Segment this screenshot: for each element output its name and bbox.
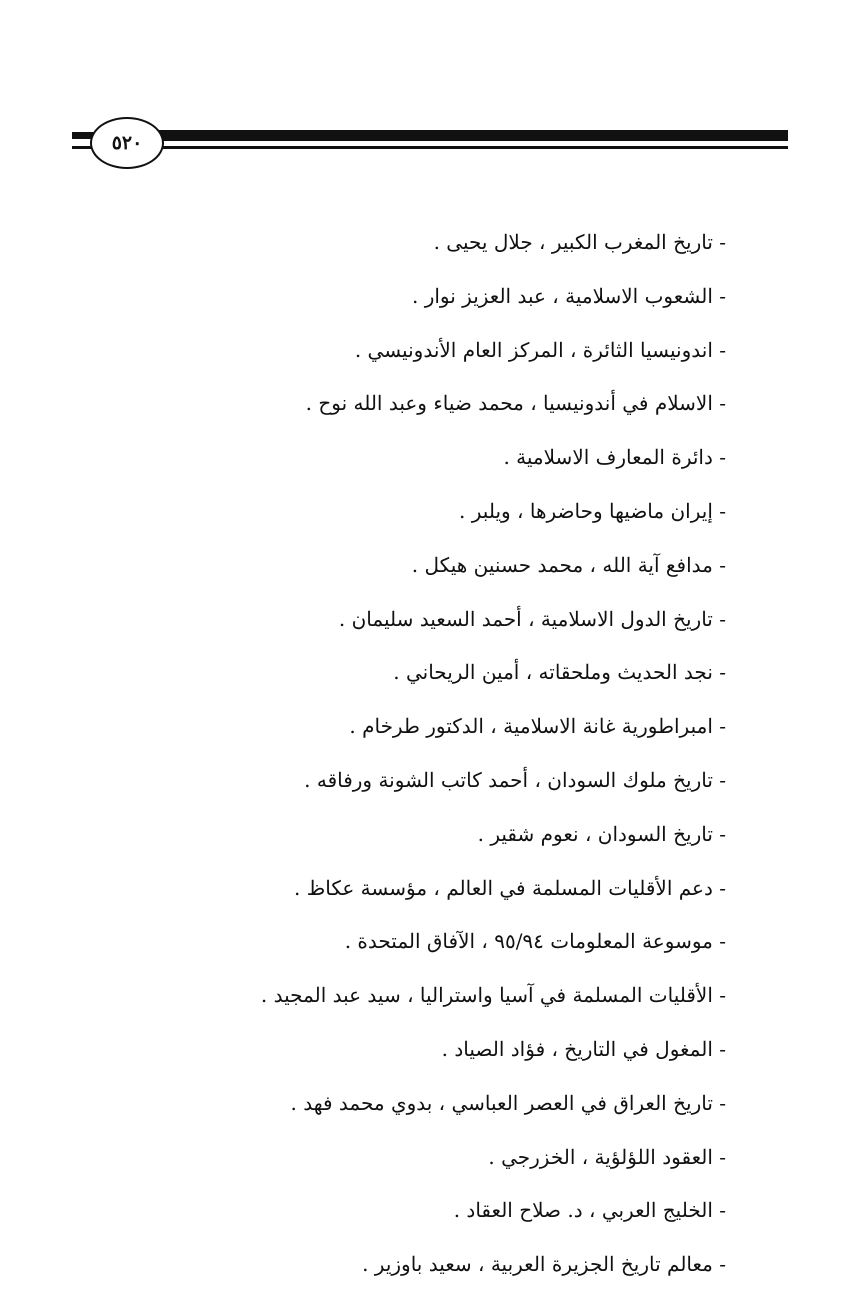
reference-item: - الاسلام في أندونيسيا ، محمد ضياء وعبد الله نوح . bbox=[305, 391, 726, 416]
reference-item: - تاريخ السودان ، نعوم شقير . bbox=[477, 821, 726, 846]
reference-item: - معالم تاريخ الجزيرة العربية ، سعيد باوزير . bbox=[362, 1252, 726, 1277]
reference-item: - دعم الأقليات المسلمة في العالم ، مؤسسة عكاظ . bbox=[294, 875, 726, 900]
reference-item: - نجد الحديث وملحقاته ، أمين الريحاني . bbox=[393, 660, 726, 685]
reference-item: - الخليج العربي ، د. صلاح العقاد . bbox=[453, 1198, 726, 1223]
reference-item: - تاريخ المغرب الكبير ، جلال يحيى . bbox=[433, 230, 726, 254]
reference-item: - العقود اللؤلؤية ، الخزرجي . bbox=[488, 1144, 726, 1169]
reference-item: - موسوعة المعلومات ٩٥/٩٤ ، الآفاق المتحدة . bbox=[344, 929, 726, 954]
reference-item: - المغول في التاريخ ، فؤاد الصياد . bbox=[441, 1036, 726, 1061]
reference-item: - الأقليات المسلمة في آسيا واستراليا ، سيد عبد المجيد . bbox=[260, 983, 726, 1008]
header-rule-thin bbox=[156, 146, 788, 149]
reference-item: - دائرة المعارف الاسلامية . bbox=[503, 445, 726, 470]
reference-item: - تاريخ العراق في العصر العباسي ، بدوي محمد فهد . bbox=[290, 1090, 726, 1115]
reference-item: - تاريخ الدول الاسلامية ، أحمد السعيد سليمان . bbox=[338, 606, 726, 631]
reference-item: - امبراطورية غانة الاسلامية ، الدكتور طرخام . bbox=[349, 714, 726, 739]
reference-item: - إيران ماضيها وحاضرها ، ويلبر . bbox=[459, 498, 726, 523]
reference-item: - مدافع آية الله ، محمد حسنين هيكل . bbox=[411, 552, 726, 577]
page-number: ٥٢٠ bbox=[111, 132, 143, 154]
page-header bbox=[72, 116, 788, 176]
reference-item: - تاريخ ملوك السودان ، أحمد كاتب الشونة ورفاقه . bbox=[304, 767, 726, 792]
reference-item: - اندونيسيا الثائرة ، المركز العام الأندونيسي . bbox=[354, 337, 726, 362]
header-rule-thick bbox=[156, 130, 788, 141]
page-number-oval bbox=[90, 117, 164, 169]
reference-item: - الشعوب الاسلامية ، عبد العزيز نوار . bbox=[411, 283, 726, 308]
reference-list bbox=[126, 224, 726, 1300]
